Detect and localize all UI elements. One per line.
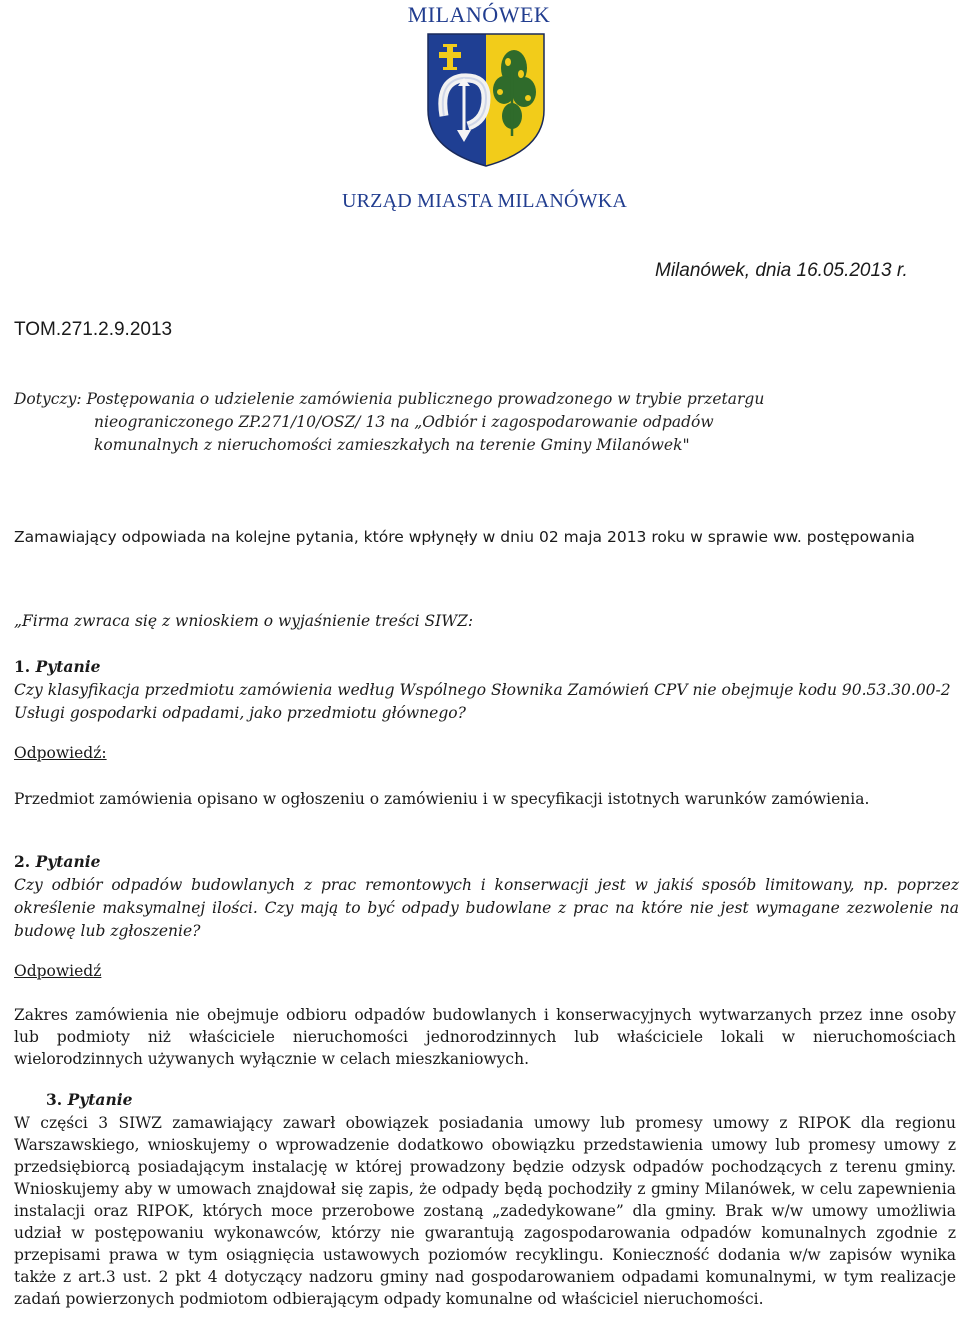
question-1-heading bbox=[14, 657, 100, 676]
intro-paragraph: Zamawiający odpowiada na kolejne pytania, które wpłynęły w dniu 02 maja 2013 roku w sprawie ww. postępowania bbox=[14, 528, 915, 546]
coat-of-arms-logo bbox=[424, 32, 548, 168]
answer-1-label: Odpowiedź: bbox=[14, 744, 107, 762]
question-number: 2. bbox=[14, 852, 31, 871]
office-name: URZĄD MIASTA MILANÓWKA bbox=[342, 190, 628, 212]
question-label: Pytanie bbox=[35, 852, 101, 871]
answer-2-label: Odpowiedź bbox=[14, 962, 102, 980]
question-number: 1. bbox=[14, 657, 31, 676]
question-label: Pytanie bbox=[35, 657, 101, 676]
subject-line-3: komunalnych z nieruchomości zamieszkałych na terenie Gminy Milanówek" bbox=[94, 436, 690, 454]
answer-2-text: Zakres zamówienia nie obejmuje odbioru odpadów budowlanych i konserwacyjnych wytwarzanych przez inne osoby lub podmioty niż właściciele nieruchomości jednorodzinnych lub właściciele lokali w nieruchomościach wielorodzinnych używanych wyłącznie w celach mieszkaniowych. bbox=[14, 1006, 956, 1068]
coat-of-arms-icon bbox=[424, 32, 548, 168]
question-label: Pytanie bbox=[67, 1090, 133, 1109]
document-date: Milanówek, dnia 16.05.2013 r. bbox=[655, 260, 908, 281]
answer-1-text: Przedmiot zamówienia opisano w ogłoszeniu o zamówieniu i w specyfikacji istotnych warunków zamówienia. bbox=[14, 790, 870, 808]
subject-line-2: nieograniczonego ZP.271/10/OSZ/ 13 na „Odbiór i zagospodarowanie odpadów bbox=[94, 413, 714, 431]
subject-line-1: Dotyczy: Postępowania o udzielenie zamówienia publicznego prowadzonego w trybie przetargu bbox=[14, 390, 765, 408]
subject-block bbox=[14, 388, 894, 457]
question-2-text: Czy odbiór odpadów budowlanych z prac remontowych i konserwacji jest w jakiś sposób limitowany, np. poprzez określenie maksymalnej ilości. Czy mają to być odpady budowlane z prac na które nie jest wymagane zezwolenie na budowę lub zgłoszenie? bbox=[14, 876, 959, 940]
question-2-heading bbox=[14, 852, 100, 871]
question-1-text: Czy klasyfikacja przedmiotu zamówienia według Wspólnego Słownika Zamówień CPV nie obejmuje kodu 90.53.30.00-2 Usługi gospodarki odpadami, jako przedmiotu głównego? bbox=[14, 681, 951, 722]
reference-number: TOM.271.2.9.2013 bbox=[14, 319, 173, 340]
question-3-text: W części 3 SIWZ zamawiający zawarł obowiązek posiadania umowy lub promesy umowy z RIPOK dla regionu Warszawskiego, wnioskujemy o wprowadzenie dodatkowo obowiązku przedstawienia umowy lub promesy umowy z przedsiębiorcą posiadającym instalację w której prowadzony będzie odzysk odpadów pochodzących z terenu gminy. Wnioskujemy aby w umowach znajdował się zapis, że odpady będą pochodziły z gminy Milanówek, w celu zapewnienia instalacji oraz RIPOK, których moce przerobowe zostaną „zadedykowane” dla gminy. Brak w/w umowy umożliwia udział w postępowaniu wykonawców, którzy nie gwarantują zagospodarowania odpadów komunalnych zgodnie z przepisami prawa w tym osiągnięcia ustawowych poziomów recyklingu. Konieczność dodania w/w zapisów wynika także z art.3 ust. 2 pkt 4 dotyczący nadzoru gminy nad gospodarowaniem odpadami komunalnymi, w tym realizacje zadań powierzonych podmiotom odbierającym odpady komunalne od właściciel nieruchomości. bbox=[14, 1114, 956, 1308]
firm-request-line: „Firma zwraca się z wnioskiem o wyjaśnienie treści SIWZ: bbox=[14, 612, 474, 630]
brand-name: MILANÓWEK bbox=[407, 2, 551, 27]
question-number: 3. bbox=[46, 1090, 63, 1109]
question-3-heading bbox=[46, 1090, 132, 1109]
